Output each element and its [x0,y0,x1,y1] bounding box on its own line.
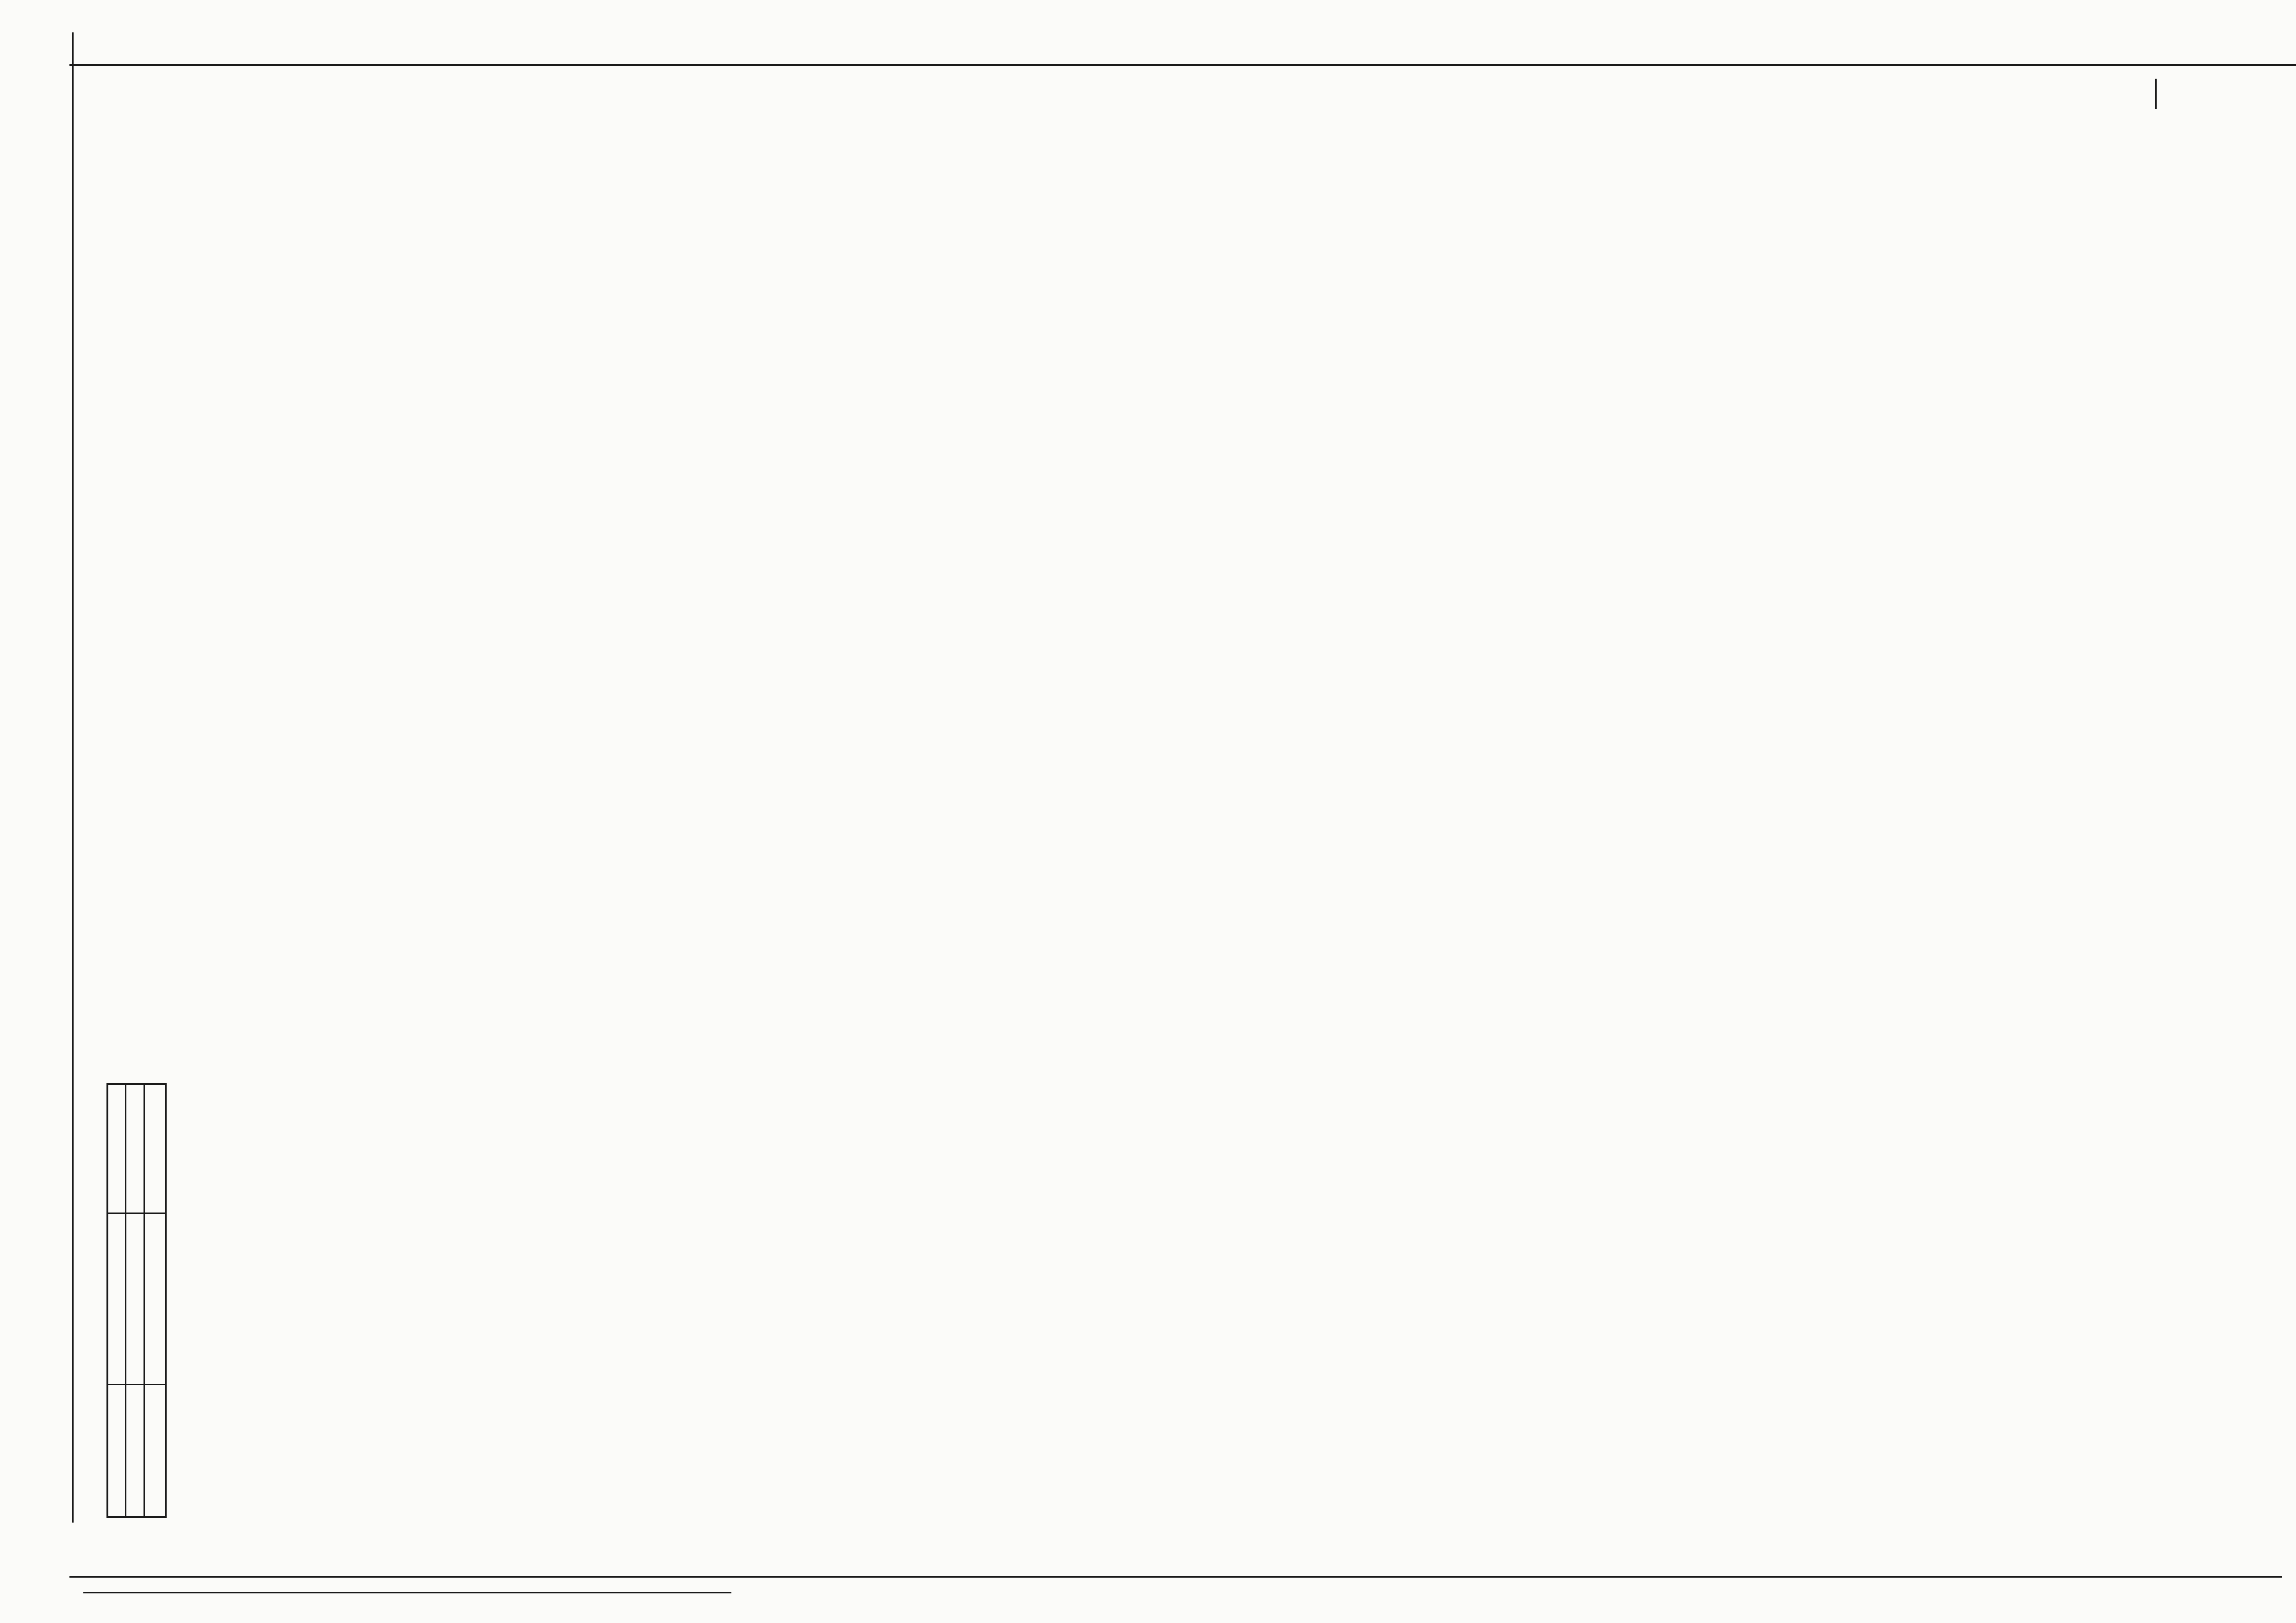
frame-top-line [69,64,2296,66]
side-stamp-row-line-2 [106,1384,167,1385]
side-stamp-row-line [106,1213,167,1214]
frame-bottom-line [69,1576,2282,1578]
side-stamp-divider-2 [144,1083,145,1518]
frame-bottom-line-2 [83,1592,731,1593]
side-stamp [106,1083,167,1518]
frame-left-edge [72,32,74,1523]
page-number-tick [2155,79,2157,109]
side-stamp-divider [125,1083,126,1518]
